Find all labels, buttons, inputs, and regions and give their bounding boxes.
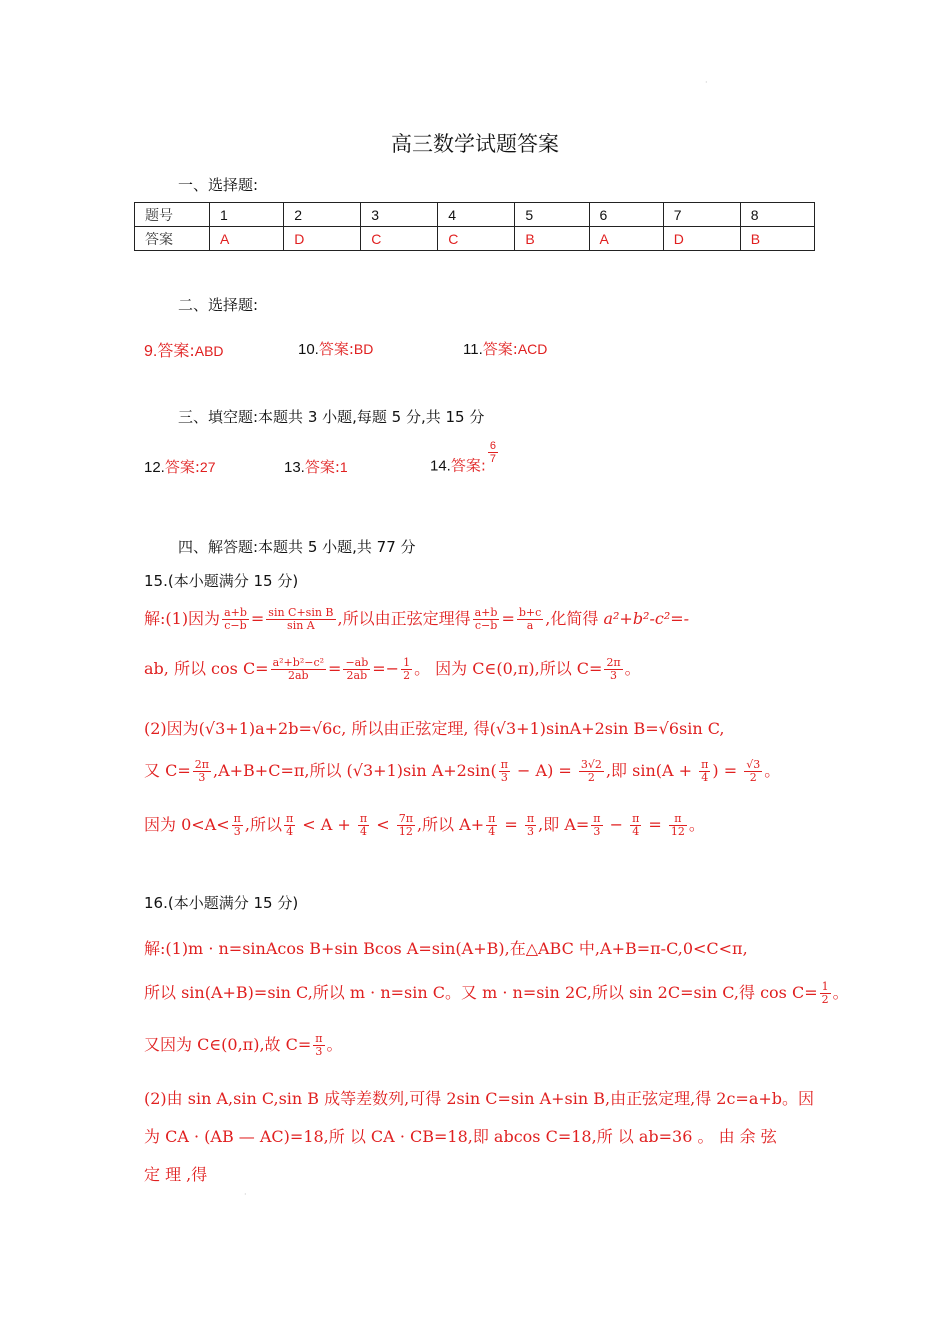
frac-den: 3 (500, 771, 508, 784)
fraction (525, 813, 536, 838)
frac-den: 3 (593, 825, 601, 838)
frac-num: π (500, 758, 508, 771)
table-cell: D (284, 227, 361, 251)
answer-value: 27 (199, 459, 216, 475)
answer-label: 答案: (482, 340, 518, 358)
answer-14 (430, 440, 500, 475)
frac-num: π (701, 758, 709, 771)
text: ,所以 A+ (416, 815, 485, 834)
frac-den: 2ab (288, 669, 309, 682)
text: − A) = (511, 761, 577, 780)
frac-den: 3 (233, 825, 241, 838)
table-cell: 3 (361, 203, 438, 227)
text: − (604, 815, 629, 834)
table-cell: 7 (663, 203, 740, 227)
fraction (232, 813, 243, 838)
stray-dot: · (705, 78, 708, 87)
answer-12 (144, 456, 216, 477)
frac-num: π (285, 812, 294, 825)
frac-den: 3 (527, 825, 535, 838)
fraction (604, 657, 622, 682)
fraction (266, 607, 335, 632)
page-title: 高三数学试题答案 (391, 132, 559, 156)
text: 。 (326, 1035, 343, 1054)
text: ,A+B+C=π, (212, 761, 310, 780)
fraction (699, 759, 710, 784)
fraction (591, 813, 602, 838)
frac-den: 2 (403, 669, 411, 682)
frac-num: 2π (194, 758, 209, 771)
answer-number: 13. (284, 459, 305, 476)
frac-num: π (526, 812, 535, 825)
fraction (284, 813, 295, 838)
frac-num: a²+b²−c² (272, 656, 325, 669)
table-cell: A (589, 227, 663, 251)
frac-den: 2 (821, 993, 829, 1006)
frac-den: 3 (610, 669, 618, 682)
text: 又 C= (144, 761, 191, 780)
text: < A + (297, 815, 356, 834)
frac-den: 7 (489, 453, 497, 465)
table-header-cell: 答案 (135, 227, 210, 251)
fraction (630, 813, 641, 838)
text: 。 (688, 815, 705, 834)
fraction (271, 657, 326, 682)
frac-den: 12 (670, 825, 685, 838)
fraction (222, 607, 249, 632)
table-cell: D (663, 227, 740, 251)
fraction (401, 657, 412, 682)
answer-table (134, 202, 815, 251)
answer-label: 答案: (304, 458, 340, 476)
table-cell: B (740, 227, 814, 251)
text: ,所以由正弦定理得 (337, 609, 471, 628)
frac-num: π (632, 812, 640, 825)
answer-11 (463, 338, 547, 359)
q16-line-1: 解:(1)m · n=sinAcos B+sin Bcos A=sin(A+B),在△ABC 中,A+B=π-C,0<C<π, (144, 939, 748, 958)
table-row (135, 227, 815, 251)
text: < (371, 815, 395, 834)
fraction (820, 981, 831, 1006)
frac-num: 1 (821, 980, 829, 993)
frac-num: √3 (746, 758, 761, 771)
text: ,化简得 (545, 609, 604, 628)
answer-fraction (488, 440, 498, 465)
table-cell: C (361, 227, 438, 251)
frac-den: 4 (488, 825, 496, 838)
frac-num: b+c (518, 606, 542, 619)
frac-den: 4 (632, 825, 640, 838)
text: 因为 0<A< (144, 815, 230, 834)
frac-den: 4 (286, 825, 294, 838)
frac-den: a (526, 619, 534, 632)
fraction (193, 759, 211, 784)
table-cell: C (438, 227, 515, 251)
table-cell: 1 (210, 203, 284, 227)
table-cell: A (210, 227, 284, 251)
fraction (579, 759, 604, 784)
text: 。 (832, 983, 849, 1002)
frac-den: 4 (701, 771, 709, 784)
fraction (499, 759, 510, 784)
minus-sign: − (385, 659, 400, 678)
fraction (397, 813, 415, 838)
frac-num: 1 (403, 656, 411, 669)
answer-label: 答案: (318, 340, 354, 358)
stray-dot: · (244, 1190, 247, 1199)
text: = (499, 815, 523, 834)
text: ,即 A= (538, 815, 590, 834)
frac-den: 2ab (346, 669, 368, 682)
answer-10 (298, 338, 373, 359)
table-cell: 5 (515, 203, 589, 227)
answer-value: 1 (339, 459, 348, 475)
q15-line-4 (144, 758, 780, 784)
q15-line-2 (144, 656, 641, 682)
text: ,即 sin(A + (605, 761, 698, 780)
answer-number: 9. (144, 343, 158, 360)
q16-heading: 16.(本小题满分 15 分) (144, 894, 299, 912)
frac-num: π (488, 812, 496, 825)
answer-label: 答案: (164, 458, 200, 476)
frac-den: 4 (360, 825, 368, 838)
q16-line-3 (144, 1032, 343, 1058)
fraction (669, 813, 687, 838)
frac-num: a+b (474, 606, 498, 619)
table-cell: 6 (589, 203, 663, 227)
answer-number: 10. (298, 341, 319, 358)
answer-number: 11. (463, 341, 483, 358)
equals-sign: = (501, 609, 515, 628)
text: = (643, 815, 667, 834)
frac-den: c−b (224, 619, 247, 632)
table-cell: 2 (284, 203, 361, 227)
text: 解:(1)因为 (144, 609, 221, 628)
q16-line-4: (2)由 sin A,sin C,sin B 成等差数列,可得 2sin C=sin A+sin B,由正弦定理,得 2c=a+b。因 (144, 1089, 815, 1108)
answer-number: 14. (430, 457, 451, 475)
answer-13 (284, 456, 348, 477)
text: 所以 (√3+1)sin A+2sin( (309, 761, 497, 780)
text: ) = (712, 761, 743, 780)
text: 。 (624, 659, 641, 678)
q16-line-5: 为 CA · (AB — AC)=18,所 以 CA · CB=18,即 abcos C=18,所 以 ab=36 。 由 余 弦 (144, 1127, 777, 1146)
frac-num: a+b (224, 606, 247, 619)
fraction (313, 1033, 324, 1058)
equals-sign: = (328, 659, 342, 678)
q15-line-3: (2)因为(√3+1)a+2b=√6c, 所以由正弦定理, 得(√3+1)sinA+2sin B=√6sin C, (144, 719, 725, 738)
answer-number: 12. (144, 459, 165, 476)
answer-9 (144, 338, 224, 361)
fraction (343, 657, 370, 682)
frac-num: π (669, 813, 687, 826)
frac-num: 2π (606, 656, 621, 669)
frac-den: 2 (587, 771, 595, 784)
frac-den: sin A (287, 619, 315, 632)
answer-value: ACD (517, 341, 548, 357)
section-heading-1: 一、选择题: (178, 176, 259, 194)
q16-line-2 (144, 980, 849, 1006)
q16-line-6: 定 理 ,得 (144, 1165, 208, 1184)
text: ,所以 (244, 815, 282, 834)
text: 又因为 C∈(0,π),故 C= (144, 1035, 312, 1054)
equals-sign: = (250, 609, 265, 628)
frac-num: π (233, 812, 241, 825)
frac-num: 3√2 (580, 758, 602, 771)
text: 。 (764, 761, 781, 780)
table-header-cell: 题号 (135, 203, 210, 227)
frac-den: 3 (198, 771, 206, 784)
answer-label: 答案: (157, 341, 195, 360)
section-heading-3: 三、填空题:本题共 3 小题,每题 5 分,共 15 分 (178, 408, 485, 426)
table-cell: B (515, 227, 589, 251)
frac-num: sin C+sin B (268, 606, 334, 619)
frac-den: 3 (315, 1045, 323, 1058)
frac-num: π (359, 812, 368, 825)
frac-num: 6 (489, 440, 497, 452)
text: C= (576, 659, 603, 678)
text: 。 因为 C∈(0,π),所以 (414, 659, 577, 678)
frac-num: −ab (345, 656, 369, 669)
answer-label: 答案: (450, 456, 486, 475)
text: a²+b²-c²=- (603, 609, 690, 628)
equals-sign: = (372, 659, 386, 678)
frac-den: 12 (398, 825, 413, 838)
fraction (486, 813, 497, 838)
answer-value: ABD (194, 343, 224, 359)
frac-num: 7π (398, 812, 413, 825)
frac-den: 2 (749, 771, 757, 784)
frac-num: π (315, 1032, 323, 1045)
q15-line-1 (144, 606, 689, 632)
table-cell: 4 (438, 203, 515, 227)
fraction (473, 607, 500, 632)
table-row (135, 203, 815, 227)
q15-line-5 (144, 812, 705, 838)
fraction (517, 607, 543, 632)
q15-heading: 15.(本小题满分 15 分) (144, 572, 299, 590)
section-heading-2: 二、选择题: (178, 296, 259, 314)
section-heading-4: 四、解答题:本题共 5 小题,共 77 分 (178, 538, 416, 556)
frac-den: c−b (474, 619, 498, 632)
text: 所以 sin(A+B)=sin C,所以 m · n=sin C。又 m · n=sin 2C,所以 sin 2C=sin C,得 cos C= (144, 983, 818, 1002)
frac-num: π (593, 812, 601, 825)
text: cos C= (211, 659, 269, 678)
text: ab, 所以 (144, 659, 212, 678)
fraction (358, 813, 369, 838)
fraction (744, 759, 762, 784)
answer-value: BD (353, 341, 374, 357)
table-cell: 8 (740, 203, 814, 227)
